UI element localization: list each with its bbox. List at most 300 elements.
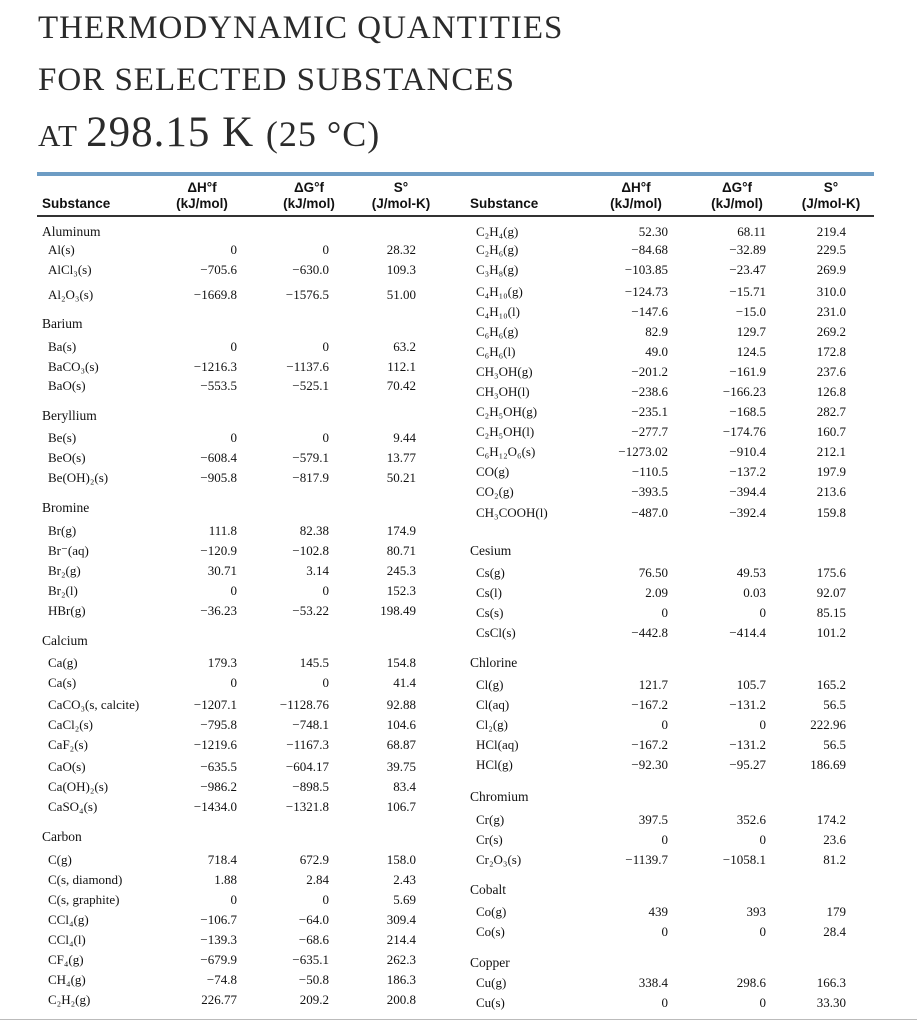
title-line-2: FOR SELECTED SUBSTANCES (38, 62, 515, 98)
dg-value: −174.76 (722, 424, 766, 439)
substance-name: HCl(aq) (476, 737, 519, 752)
group-header-row (470, 653, 875, 673)
table-row (470, 563, 875, 583)
substance-name: Cl(g) (476, 677, 504, 692)
table-row (470, 755, 875, 775)
dh-value: −487.0 (631, 505, 668, 520)
dh-value: −110.5 (631, 464, 668, 479)
dh-value: 0 (230, 583, 237, 598)
dg-value: 0.03 (743, 585, 766, 600)
dg-value: −898.5 (292, 779, 329, 794)
dh-value: −120.9 (200, 543, 237, 558)
substance-name: Cs(s) (476, 605, 504, 620)
s-value: 51.00 (386, 287, 416, 302)
table-row (42, 890, 442, 910)
group-header-row (42, 827, 442, 847)
substance-name: CaCO₃(s, calcite) (48, 697, 140, 712)
s-value: 245.3 (386, 563, 416, 578)
dg-value: 2.84 (306, 872, 329, 887)
title-line-3 (38, 108, 380, 157)
dh-value: 0 (230, 430, 237, 445)
table-row (470, 503, 875, 523)
s-value: 172.8 (816, 344, 846, 359)
dg-value: 209.2 (299, 992, 329, 1007)
s-value: 237.6 (816, 364, 846, 379)
table-row (470, 260, 875, 280)
substance-name: CH₃COOH(l) (476, 505, 548, 520)
s-value: 56.5 (823, 697, 846, 712)
table-row (42, 970, 442, 990)
substance-name: C₆H₁₂O₆(s) (476, 444, 536, 459)
right-dh-symbol: ΔH°f (621, 180, 651, 195)
dh-value: 439 (648, 904, 668, 919)
dh-value: 179.3 (207, 655, 237, 670)
s-value: 213.6 (816, 484, 846, 499)
s-value: 282.7 (816, 404, 846, 419)
substance-name: C₃H₈(g) (476, 262, 519, 277)
s-value: 9.44 (393, 430, 416, 445)
group-name: Aluminum (42, 224, 101, 239)
substance-name: Cu(s) (476, 995, 505, 1010)
substance-name: CF₄(g) (48, 952, 84, 967)
dg-value: −15.0 (735, 304, 766, 319)
substance-name: C₂H₅OH(l) (476, 424, 535, 439)
table-row (42, 428, 442, 448)
table-row (42, 561, 442, 581)
dh-value: 0 (661, 717, 668, 732)
dg-value: 82.38 (299, 523, 329, 538)
substance-name: Cl₂(g) (476, 717, 508, 732)
table-row (42, 673, 442, 693)
dh-value: 338.4 (638, 975, 668, 990)
table-row (42, 735, 442, 755)
s-value: 81.2 (823, 852, 846, 867)
title-at: AT (38, 118, 87, 153)
group-header-row (470, 787, 875, 807)
dg-value: −635.1 (292, 952, 329, 967)
substance-name: CaF₂(s) (48, 737, 88, 752)
right-s-unit: (J/mol-K) (801, 196, 861, 211)
substance-name: C₂H₂(g) (48, 992, 91, 1007)
dh-value: 0 (661, 605, 668, 620)
group-name: Barium (42, 316, 83, 331)
group-header-row (42, 631, 442, 651)
dg-value: 0 (759, 832, 766, 847)
dh-value: −167.2 (631, 737, 668, 752)
s-value: 83.4 (393, 779, 416, 794)
substance-name: C(s, diamond) (48, 872, 123, 887)
s-value: 56.5 (823, 737, 846, 752)
s-value: 106.7 (386, 799, 416, 814)
substance-name: CH₄(g) (48, 972, 86, 987)
right-dg-header (698, 180, 776, 212)
dg-value: 0 (322, 583, 329, 598)
dh-value: 49.0 (645, 344, 668, 359)
substance-name: Br(g) (48, 523, 77, 538)
substance-name: Co(s) (476, 924, 505, 939)
dh-value: −1139.7 (625, 852, 668, 867)
s-value: 68.87 (386, 737, 416, 752)
table-row (42, 870, 442, 890)
table-row (470, 442, 875, 462)
s-value: 159.8 (816, 505, 846, 520)
substance-name: Cr(s) (476, 832, 503, 847)
s-value: 126.8 (816, 384, 846, 399)
s-value: 28.32 (386, 242, 416, 257)
substance-name: Al₂O₃(s) (48, 287, 94, 302)
dh-value: −705.6 (200, 262, 237, 277)
dh-value: −235.1 (631, 404, 668, 419)
table-row (42, 850, 442, 870)
dh-value: −442.8 (631, 625, 668, 640)
s-value: 165.2 (816, 677, 846, 692)
group-header-row (42, 222, 442, 242)
dh-value: 718.4 (207, 852, 237, 867)
title-celsius: (25 °C) (265, 114, 381, 154)
group-name: Copper (470, 955, 510, 970)
table-row (470, 675, 875, 695)
s-value: 101.2 (816, 625, 846, 640)
dg-value: −1576.5 (285, 287, 329, 302)
substance-name: C(s, graphite) (48, 892, 120, 907)
dh-value: 82.9 (645, 324, 668, 339)
table-row (470, 240, 875, 260)
dg-value: −1128.76 (279, 697, 329, 712)
left-dh-symbol: ΔH°f (187, 180, 217, 195)
substance-name: CaO(s) (48, 759, 86, 774)
substance-name: C₂H₆(g) (476, 242, 519, 257)
table-row (470, 850, 875, 870)
substance-name: C₆H₆(l) (476, 344, 516, 359)
dh-value: −238.6 (631, 384, 668, 399)
dg-value: −95.27 (729, 757, 766, 772)
substance-name: Ca(s) (48, 675, 77, 690)
s-value: 262.3 (386, 952, 416, 967)
substance-name: Br₂(l) (48, 583, 78, 598)
table-row (42, 448, 442, 468)
table-row (470, 422, 875, 442)
s-value: 39.75 (386, 759, 416, 774)
s-value: 179 (826, 904, 846, 919)
s-value: 200.8 (386, 992, 416, 1007)
dh-value: 0 (230, 892, 237, 907)
s-value: 174.2 (816, 812, 846, 827)
dg-value: 0 (322, 430, 329, 445)
dh-value: 76.50 (638, 565, 668, 580)
dh-value: 397.5 (638, 812, 668, 827)
dh-value: −124.73 (624, 284, 668, 299)
substance-name: CaSO₄(s) (48, 799, 98, 814)
s-value: 92.88 (386, 697, 416, 712)
dg-value: 298.6 (736, 975, 766, 990)
group-name: Chromium (470, 789, 529, 804)
substance-name: CCl₄(g) (48, 912, 89, 927)
s-value: 175.6 (816, 565, 846, 580)
dh-value: −84.68 (631, 242, 668, 257)
table-row (42, 777, 442, 797)
s-value: 269.9 (816, 262, 846, 277)
substance-name: C(g) (48, 852, 72, 867)
dg-value: 352.6 (736, 812, 766, 827)
table-row (470, 342, 875, 362)
table-row (42, 930, 442, 950)
table-row (42, 715, 442, 735)
s-value: 186.3 (386, 972, 416, 987)
dh-value: −635.5 (200, 759, 237, 774)
dg-value: 672.9 (299, 852, 329, 867)
dg-value: −131.2 (729, 737, 766, 752)
dh-value: −139.3 (200, 932, 237, 947)
dg-value: −394.4 (729, 484, 766, 499)
table-row (470, 282, 875, 302)
dg-value: −910.4 (729, 444, 766, 459)
left-s-unit: (J/mol-K) (371, 196, 431, 211)
dg-value: −414.4 (729, 625, 766, 640)
dg-value: −64.0 (298, 912, 329, 927)
group-header-row (470, 880, 875, 900)
dg-value: −131.2 (729, 697, 766, 712)
s-value: 186.69 (810, 757, 846, 772)
substance-name: CCl₄(l) (48, 932, 86, 947)
group-name: Carbon (42, 829, 82, 844)
dg-value: −68.6 (298, 932, 329, 947)
dh-value: −1273.02 (618, 444, 668, 459)
s-value: 28.4 (823, 924, 846, 939)
table-row (470, 715, 875, 735)
s-value: 222.96 (810, 717, 846, 732)
dg-value: 0 (322, 892, 329, 907)
dh-value: −36.23 (200, 603, 237, 618)
s-value: 109.3 (386, 262, 416, 277)
dh-value: −795.8 (200, 717, 237, 732)
substance-name: Ba(s) (48, 339, 77, 354)
substance-name: Cl(aq) (476, 697, 510, 712)
header-top-rule (37, 172, 874, 176)
dh-value: −201.2 (631, 364, 668, 379)
table-row (470, 482, 875, 502)
dg-value: 124.5 (736, 344, 766, 359)
group-name: Beryllium (42, 408, 97, 423)
group-name: Bromine (42, 500, 90, 515)
dh-value: −393.5 (631, 484, 668, 499)
dg-value: 0 (759, 995, 766, 1010)
dg-value: 0 (759, 605, 766, 620)
dh-value: −277.7 (631, 424, 668, 439)
substance-name: CH₃OH(l) (476, 384, 530, 399)
substance-name: CO₂(g) (476, 484, 514, 499)
dg-value: −102.8 (292, 543, 329, 558)
substance-name: C₂H₅OH(g) (476, 404, 538, 419)
table-row (42, 468, 442, 488)
table-row (470, 302, 875, 322)
left-dh-header (163, 180, 241, 212)
dg-value: −168.5 (729, 404, 766, 419)
left-s-symbol: S° (393, 180, 409, 195)
dh-value: 111.8 (208, 523, 237, 538)
table-row (42, 260, 442, 280)
left-dh-unit: (kJ/mol) (176, 196, 228, 211)
table-row (42, 376, 442, 396)
table-row (470, 902, 875, 922)
dg-value: 0 (322, 339, 329, 354)
s-value: 104.6 (386, 717, 416, 732)
s-value: 5.69 (393, 892, 416, 907)
dg-value: 0 (322, 675, 329, 690)
dg-value: 0 (322, 242, 329, 257)
title-line-1: THERMODYNAMIC QUANTITIES (38, 10, 564, 46)
dh-value: 0 (661, 995, 668, 1010)
s-value: 229.5 (816, 242, 846, 257)
dg-value: −1321.8 (285, 799, 329, 814)
table-row (470, 322, 875, 342)
table-row (470, 362, 875, 382)
dh-value: 0 (661, 924, 668, 939)
page-bottom-rule (0, 1019, 917, 1020)
substance-name: Br⁻(aq) (48, 543, 89, 558)
dg-value: −1137.6 (286, 359, 329, 374)
substance-name: Cs(g) (476, 565, 505, 580)
dg-value: 145.5 (299, 655, 329, 670)
s-value: 152.3 (386, 583, 416, 598)
substance-name: CsCl(s) (476, 625, 516, 640)
s-value: 269.2 (816, 324, 846, 339)
s-value: 70.42 (386, 378, 416, 393)
s-value: 310.0 (816, 284, 846, 299)
table-row (42, 601, 442, 621)
dg-value: 0 (759, 924, 766, 939)
table-row (470, 922, 875, 942)
right-s-header (790, 180, 872, 212)
dh-value: −103.85 (624, 262, 668, 277)
dg-value: −137.2 (729, 464, 766, 479)
substance-name: BaO(s) (48, 378, 86, 393)
dh-value: 1.88 (214, 872, 237, 887)
s-value: 197.9 (816, 464, 846, 479)
table-row (470, 735, 875, 755)
dg-value: −50.8 (298, 972, 329, 987)
dh-value: −74.8 (206, 972, 237, 987)
table-row (470, 973, 875, 993)
s-value: 158.0 (386, 852, 416, 867)
dh-value: −608.4 (200, 450, 237, 465)
substance-name: Be(s) (48, 430, 77, 445)
dh-value: −1207.1 (193, 697, 237, 712)
table-row (470, 623, 875, 643)
s-value: 154.8 (386, 655, 416, 670)
dg-value: −604.17 (285, 759, 329, 774)
table-row (42, 950, 442, 970)
dg-value: −392.4 (729, 505, 766, 520)
table-row (42, 990, 442, 1010)
s-value: 219.4 (816, 224, 846, 239)
substance-name: Cr(g) (476, 812, 505, 827)
dg-value: 393 (746, 904, 766, 919)
s-value: 112.1 (387, 359, 416, 374)
left-dg-header (270, 180, 348, 212)
substance-name: Ca(g) (48, 655, 78, 670)
table-row (470, 830, 875, 850)
substance-name: Al(s) (48, 242, 75, 257)
dg-value: 68.11 (737, 224, 766, 239)
dh-value: −147.6 (631, 304, 668, 319)
group-name: Calcium (42, 633, 88, 648)
substance-name: BaCO₃(s) (48, 359, 99, 374)
left-substance-header: Substance (42, 196, 111, 211)
dg-value: 3.14 (306, 563, 329, 578)
dh-value: −986.2 (200, 779, 237, 794)
s-value: 231.0 (816, 304, 846, 319)
table-row (470, 583, 875, 603)
substance-name: CH₃OH(g) (476, 364, 533, 379)
dh-value: 121.7 (638, 677, 668, 692)
dh-value: −1434.0 (193, 799, 237, 814)
table-row (42, 240, 442, 260)
table-row (42, 653, 442, 673)
header-bottom-rule (37, 215, 874, 217)
dg-value: −630.0 (292, 262, 329, 277)
dg-value: −15.71 (729, 284, 766, 299)
table-row (42, 357, 442, 377)
table-row (470, 603, 875, 623)
s-value: 23.6 (823, 832, 846, 847)
right-substance-header: Substance (470, 196, 539, 211)
dh-value: −1219.6 (193, 737, 237, 752)
group-name: Cesium (470, 543, 512, 558)
dh-value: 0 (230, 675, 237, 690)
right-dg-symbol: ΔG°f (721, 180, 753, 195)
table-row (42, 757, 442, 777)
substance-name: Co(g) (476, 904, 507, 919)
substance-name: CaCl₂(s) (48, 717, 93, 732)
dh-value: 226.77 (201, 992, 237, 1007)
substance-name: Ca(OH)₂(s) (48, 779, 109, 794)
dh-value: −92.30 (631, 757, 668, 772)
dh-value: −679.9 (200, 952, 237, 967)
table-row (42, 541, 442, 561)
dh-value: −553.5 (200, 378, 237, 393)
substance-name: C₄H₁₀(l) (476, 304, 520, 319)
dh-value: 0 (230, 339, 237, 354)
dh-value: 2.09 (645, 585, 668, 600)
substance-name: Br₂(g) (48, 563, 81, 578)
dg-value: 105.7 (736, 677, 766, 692)
s-value: 80.71 (386, 543, 416, 558)
table-row (42, 695, 442, 715)
dg-value: −53.22 (292, 603, 329, 618)
s-value: 309.4 (386, 912, 416, 927)
table-row (470, 222, 875, 242)
dg-value: −579.1 (292, 450, 329, 465)
table-row (42, 581, 442, 601)
right-s-symbol: S° (823, 180, 839, 195)
dh-value: −905.8 (200, 470, 237, 485)
substance-name: C₂H₄(g) (476, 224, 519, 239)
s-value: 214.4 (386, 932, 416, 947)
table-row (42, 285, 442, 305)
title-kelvin: K (210, 109, 266, 156)
left-dg-unit: (kJ/mol) (283, 196, 335, 211)
dh-value: −1669.8 (193, 287, 237, 302)
dg-value: −1058.1 (722, 852, 766, 867)
substance-name: C₆H₆(g) (476, 324, 519, 339)
right-dh-unit: (kJ/mol) (610, 196, 662, 211)
dg-value: −817.9 (292, 470, 329, 485)
group-header-row (470, 541, 875, 561)
dg-value: 0 (759, 717, 766, 732)
group-name: Cobalt (470, 882, 506, 897)
s-value: 13.77 (386, 450, 416, 465)
title-temperature: 298.15 (86, 109, 211, 156)
